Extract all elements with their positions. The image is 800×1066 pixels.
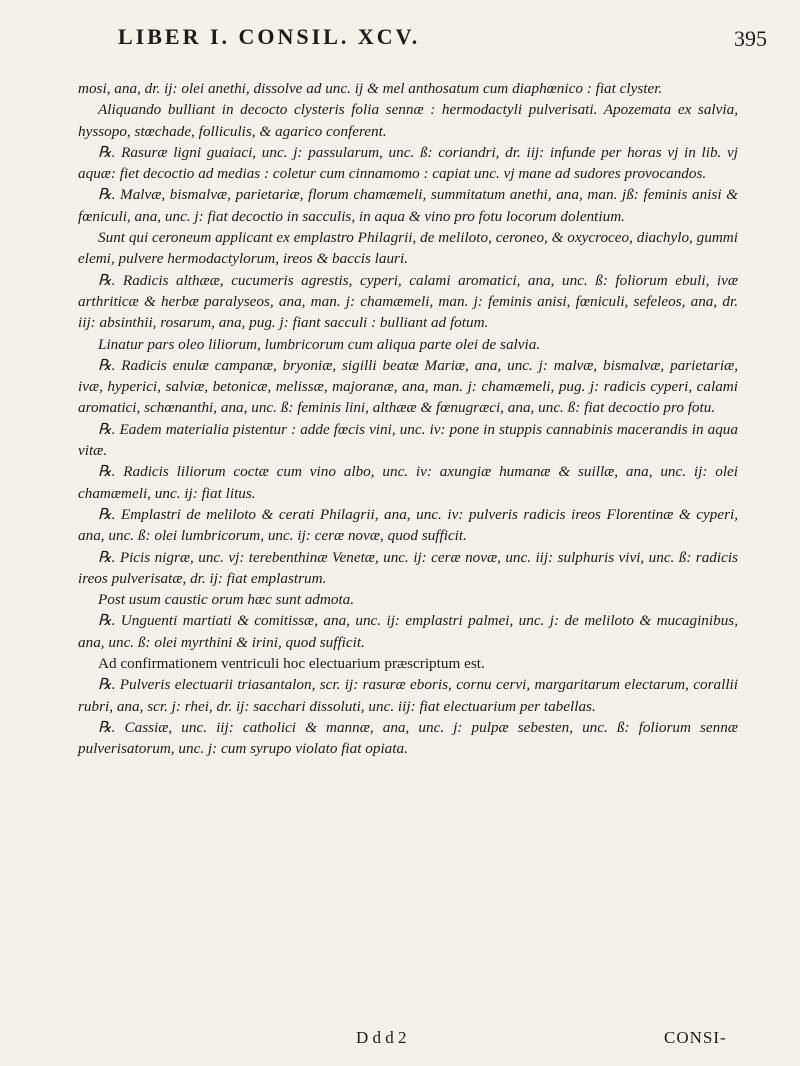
paragraph: Post usum caustic orum hæc sunt admota. (98, 591, 355, 609)
paragraph: ℞. Pulveris electuarii triasantalon, scr. ij: rasuræ eboris, cornu cervi, margaritarum electarum, corallii rubri, ana, scr. j: rhei, dr. ij: sacchari dissoluti, unc. iij: fiat electuarium per tabellas. (78, 676, 738, 715)
running-title: LIBER I. CONSIL. XCV. (118, 24, 421, 49)
paragraph: ℞. Rasuræ ligni guaiaci, unc. j: passularum, unc. ß: coriandri, dr. iij: infunde per horas vj in lib. vj aquæ: fiet decoctio ad medias : coletur cum cinnamomo : capiat unc. vj mane ad sudores provocandos. (78, 143, 738, 183)
paragraph: ℞. Malvæ, bismalvæ, parietariæ, florum chamæmeli, summitatum anethi, ana, man. jß: feminis anisi & fœniculi, ana, unc. j: fiat decoctio in sacculis, in aqua & vino pro fotu locorum dolentium. (78, 186, 738, 225)
page-header (0, 20, 800, 60)
paragraph: Sunt qui ceroneum applicant ex emplastro Philagrii, de meliloto, ceroneo, & oxycroceo, diachylo, gummi elemi, pulvere hermodactylorum, ireos & baccis lauri. (78, 229, 738, 268)
paragraph: ℞. Emplastri de meliloto & cerati Philagrii, ana, unc. iv: pulveris radicis ireos Florentinæ & cyperi, ana, unc. ß: olei lumbricorum, unc. ij: ceræ novæ, quod sufficit. (78, 505, 738, 545)
paragraph: mosi, ana, dr. ij: olei anethi, dissolve ad unc. ij & mel anthosatum cum diaphœnico : fiat clyster. (78, 80, 663, 97)
paragraph: ℞. Picis nigræ, unc. vj: terebenthinæ Venetæ, unc. ij: ceræ novæ, unc. iij: sulphuris vivi, unc. ß: radicis ireos pulverisatæ, dr. ij: fiat emplastrum. (78, 548, 738, 587)
paragraph: ℞. Radicis althææ, cucumeris agrestis, cyperi, calami aromatici, ana, unc. ß: foliorum ebuli, ivæ arthriticæ & herbæ paralyseos, ana, man. j: chamæmeli, man. j: feminis anisi, fœniculi, sefeleos, ana, dr. iij: absinthii, rosarum, ana, pug. j: fiant sacculi : bulliant ad fotum. (78, 271, 738, 332)
signature-mark: D d d 2 (356, 1028, 407, 1047)
body-text (78, 78, 738, 760)
catchword: CONSI- (664, 1028, 727, 1047)
paragraph: ℞. Radicis liliorum coctæ cum vino albo, unc. iv: axungiæ humanæ & suillæ, ana, unc. ij: olei chamæmeli, unc. ij: fiat litus. (78, 463, 738, 502)
paragraph: ℞. Unguenti martiati & comitissæ, ana, unc. ij: emplastri palmei, unc. j: de meliloto & mucaginibus, ana, unc. ß: olei myrthini & irini, quod sufficit. (78, 612, 738, 651)
paragraph: Aliquando bulliant in decocto clysteris folia sennæ : hermodactyli pulverisati. Apozemata ex salvia, hyssopo, stœchade, folliculis, & agarico conferent. (78, 101, 738, 140)
page-number: 395 (734, 26, 767, 51)
paragraph: ℞. Radicis enulæ campanæ, bryoniæ, sigilli beatæ Mariæ, ana, unc. j: malvæ, bismalvæ, parietariæ, ivæ, hyperici, salviæ, betonicæ, melissæ, majoranæ, ana, man. j: chamæmeli, pug. j: radicis cyperi, calami aromatici, schœnanthi, ana, unc. ß: feminis lini, althææ & fœnugræci, ana, unc. ß: fiat decoctio pro fotu. (78, 356, 738, 417)
paragraph: Ad confirmationem ventriculi hoc electuarium præscriptum est. (98, 655, 485, 673)
paragraph: ℞. Eadem materialia pistentur : adde fœcis vini, unc. iv: pone in stuppis cannabinis macerandis in aqua vitæ. (78, 420, 738, 460)
page-footer (0, 1028, 800, 1058)
paragraph: ℞. Cassiæ, unc. iij: catholici & mannæ, ana, unc. j: pulpæ sebesten, unc. ß: foliorum sennæ pulverisatorum, unc. j: cum syrupo violato fiat opiata. (78, 718, 738, 758)
paragraph: Linatur pars oleo liliorum, lumbricorum cum aliqua parte olei de salvia. (98, 335, 541, 353)
